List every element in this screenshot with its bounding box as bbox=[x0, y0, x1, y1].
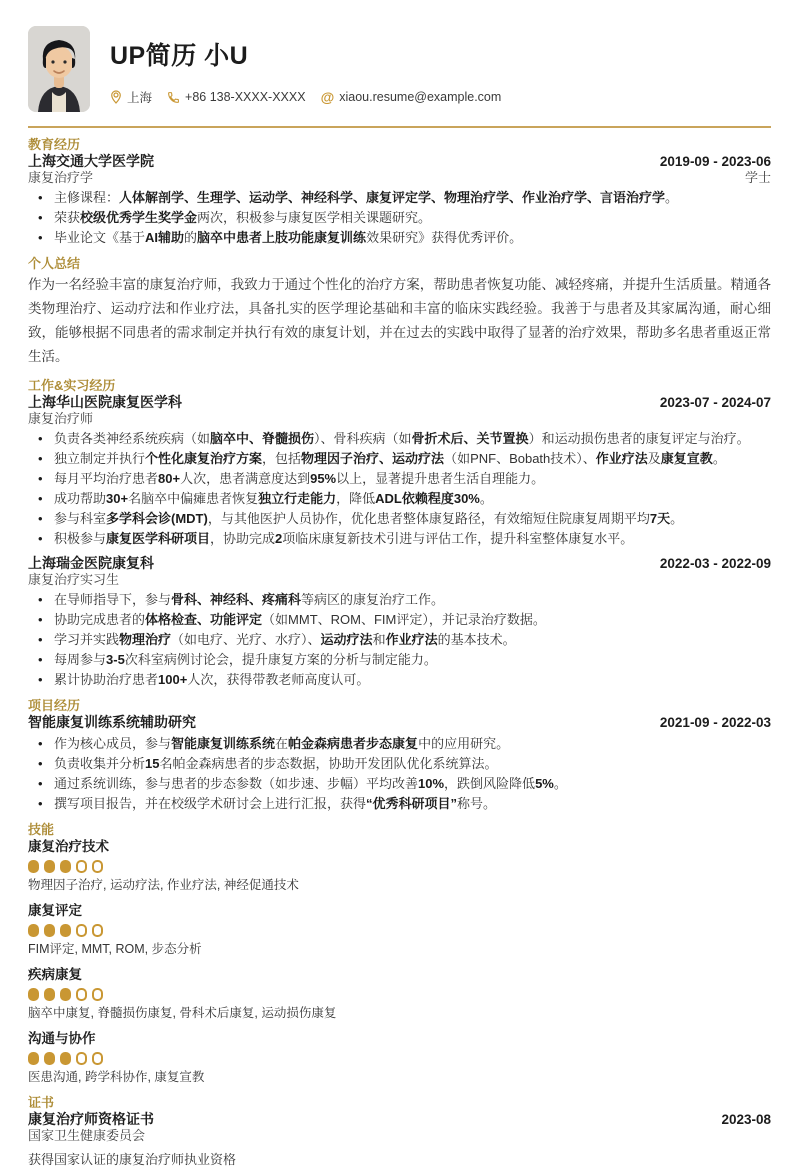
header-divider bbox=[28, 126, 771, 128]
text: 每周参与 bbox=[54, 652, 107, 667]
sections bbox=[28, 137, 771, 1167]
bold-text: 5% bbox=[535, 776, 554, 791]
text: 的 bbox=[184, 230, 198, 245]
skill-name: 康复治疗技术 bbox=[28, 839, 109, 854]
bullet-item bbox=[28, 228, 771, 247]
bold-text: 多学科会诊(MDT) bbox=[106, 511, 208, 526]
skill-level-indicator bbox=[28, 924, 771, 937]
entry-org: 上海华山医院康复医学科 bbox=[28, 394, 182, 410]
section-skills bbox=[28, 822, 771, 1085]
text: 在导师指导下，参与 bbox=[54, 592, 172, 607]
bullet-list bbox=[28, 590, 771, 689]
section-certificates bbox=[28, 1095, 771, 1167]
text: ）和运动损伤患者的康复评定与治疗。 bbox=[528, 431, 750, 446]
skill-description: 脑卒中康复, 脊髓损伤康复, 骨科术后康复, 运动损伤康复 bbox=[28, 1006, 337, 1020]
entry-org: 康复治疗师资格证书 bbox=[28, 1111, 154, 1127]
text: ，降低 bbox=[336, 491, 376, 506]
skill-block bbox=[28, 1031, 771, 1085]
skill-dot-filled bbox=[44, 924, 55, 937]
bold-text: 人体解剖学、生理学、运动学、神经科学、康复评定学、物理治疗学、作业治疗学、言语治疗学 bbox=[119, 190, 666, 205]
bold-text: 脑卒中、脊髓损伤 bbox=[210, 431, 315, 446]
text: 主修课程： bbox=[54, 190, 120, 205]
entry bbox=[28, 153, 771, 247]
skill-description: 物理因子治疗, 运动疗法, 作业疗法, 神经促通技术 bbox=[28, 878, 299, 892]
entry-date: 2023-08 bbox=[721, 1112, 771, 1127]
skill-name: 康复评定 bbox=[28, 903, 82, 918]
section-projects bbox=[28, 698, 771, 813]
bold-text: 校级优秀学生奖学金 bbox=[80, 210, 198, 225]
skill-dot-empty bbox=[76, 860, 87, 873]
text: （如PNF、Bobath技术）、 bbox=[444, 451, 596, 466]
bold-text: 3-5 bbox=[106, 652, 125, 667]
entry-degree: 学士 bbox=[744, 170, 771, 185]
text: 效果研究》获得优秀评价。 bbox=[366, 230, 523, 245]
entry-subheader bbox=[28, 1128, 771, 1143]
skill-dot-empty bbox=[76, 924, 87, 937]
text: 。 bbox=[670, 511, 684, 526]
profile-photo bbox=[28, 26, 90, 112]
skill-level-indicator bbox=[28, 1052, 771, 1065]
skill-dot-empty bbox=[92, 924, 103, 937]
section-summary bbox=[28, 256, 771, 369]
text: ，跌倒风险降低 bbox=[444, 776, 536, 791]
text: ，包括 bbox=[262, 451, 302, 466]
entry-date: 2022-03 - 2022-09 bbox=[659, 556, 771, 571]
entry-header bbox=[28, 1111, 771, 1128]
resume-header bbox=[28, 26, 771, 112]
skill-dot-filled bbox=[44, 1052, 55, 1065]
bullet-item bbox=[28, 509, 771, 528]
entry-header bbox=[28, 714, 771, 731]
skill-description: 医患沟通, 跨学科协作, 康复宣教 bbox=[28, 1070, 205, 1084]
skill-dot-filled bbox=[28, 988, 39, 1001]
bold-text: 作业疗法 bbox=[385, 632, 438, 647]
skill-block bbox=[28, 903, 771, 957]
location-group bbox=[110, 88, 152, 106]
profile-photo-illustration bbox=[28, 26, 90, 112]
text: 成功帮助 bbox=[54, 491, 107, 506]
bullet-item bbox=[28, 469, 771, 488]
entry bbox=[28, 394, 771, 548]
skill-name: 疾病康复 bbox=[28, 967, 82, 982]
text: 次科室病例讨论会，提升康复方案的分析与制定能力。 bbox=[124, 652, 437, 667]
skill-dot-empty bbox=[76, 1052, 87, 1065]
candidate-name: UP简历 小U bbox=[110, 42, 249, 70]
entry-description: 获得国家认证的康复治疗师执业资格 bbox=[28, 1152, 237, 1167]
bold-text: 物理因子治疗、运动疗法 bbox=[301, 451, 445, 466]
bold-text: 独立行走能力 bbox=[258, 491, 337, 506]
text: 负责各类神经系统疾病（如 bbox=[54, 431, 211, 446]
location-text: 上海 bbox=[127, 91, 153, 105]
skill-dot-empty bbox=[92, 988, 103, 1001]
text: 和 bbox=[372, 632, 386, 647]
entry bbox=[28, 555, 771, 689]
text: 及 bbox=[647, 451, 661, 466]
email-text: xiaou.resume@example.com bbox=[339, 90, 502, 104]
text: 以上，显著提升患者生活自理能力。 bbox=[336, 471, 545, 486]
phone-icon bbox=[167, 91, 180, 104]
text: 积极参与 bbox=[54, 531, 107, 546]
bold-text: “优秀科研项目” bbox=[366, 796, 458, 811]
bullet-item bbox=[28, 590, 771, 609]
bold-text: 帕金森病患者步态康复 bbox=[288, 736, 419, 751]
text: （如MMT、ROM、FIM评定），并记录治疗数据。 bbox=[262, 612, 546, 627]
bullet-list bbox=[28, 734, 771, 813]
skill-dot-filled bbox=[28, 1052, 39, 1065]
entry-subheader bbox=[28, 411, 771, 426]
bullet-item bbox=[28, 610, 771, 629]
text: 负责收集并分析 bbox=[54, 756, 146, 771]
text: （如电疗、光疗、水疗）、 bbox=[171, 632, 321, 647]
bullet-item bbox=[28, 754, 771, 773]
text: 独立制定并执行 bbox=[54, 451, 146, 466]
phone-group bbox=[167, 90, 306, 104]
entry-org: 上海交通大学医学院 bbox=[28, 153, 154, 169]
text: 在 bbox=[275, 736, 289, 751]
text: 的基本技术。 bbox=[437, 632, 516, 647]
text: ）、骨科疾病（如 bbox=[314, 431, 412, 446]
text: 人次，患者满意度达到 bbox=[180, 471, 311, 486]
text: 荣获 bbox=[54, 210, 81, 225]
text: 称号。 bbox=[457, 796, 497, 811]
bold-text: 体格检查、功能评定 bbox=[145, 612, 263, 627]
entry-header bbox=[28, 394, 771, 411]
text: 撰写项目报告，并在校级学术研讨会上进行汇报，获得 bbox=[54, 796, 367, 811]
entry-header bbox=[28, 153, 771, 170]
text: ，与其他医护人员协作，优化患者整体康复路径，有效缩短住院康复周期平均 bbox=[207, 511, 650, 526]
bold-text: 骨科、神经科、疼痛科 bbox=[171, 592, 302, 607]
text: ，协助完成 bbox=[210, 531, 276, 546]
entry-org: 智能康复训练系统辅助研究 bbox=[28, 714, 196, 730]
section-title: 工作&实习经历 bbox=[28, 378, 116, 393]
bullet-item bbox=[28, 774, 771, 793]
bold-text: 个性化康复治疗方案 bbox=[145, 451, 263, 466]
text: 参与科室 bbox=[54, 511, 107, 526]
skill-dot-filled bbox=[28, 860, 39, 873]
skill-dot-filled bbox=[28, 924, 39, 937]
section-title: 项目经历 bbox=[28, 698, 81, 713]
skill-level-indicator bbox=[28, 988, 771, 1001]
section-title: 证书 bbox=[28, 1095, 55, 1110]
location-pin-icon bbox=[110, 90, 122, 104]
bold-text: ADL依赖程度30% bbox=[375, 491, 480, 506]
skill-dot-empty bbox=[92, 1052, 103, 1065]
bold-text: 骨折术后、关节置换 bbox=[411, 431, 529, 446]
entry-date: 2019-09 - 2023-06 bbox=[659, 154, 771, 169]
text: 等病区的康复治疗工作。 bbox=[301, 592, 445, 607]
entry bbox=[28, 1111, 771, 1167]
section-work bbox=[28, 378, 771, 689]
text: 每月平均治疗患者 bbox=[54, 471, 159, 486]
section-title: 个人总结 bbox=[28, 256, 81, 271]
bold-text: 运动疗法 bbox=[320, 632, 373, 647]
bullet-item bbox=[28, 188, 771, 207]
text: 。 bbox=[665, 190, 679, 205]
bold-text: 30+ bbox=[106, 491, 129, 506]
bold-text: 10% bbox=[418, 776, 445, 791]
bold-text: 95% bbox=[310, 471, 337, 486]
text: 累计协助治疗患者 bbox=[54, 672, 159, 687]
bold-text: 7天 bbox=[649, 511, 671, 526]
entry-date: 2023-07 - 2024-07 bbox=[659, 395, 771, 410]
bold-text: 物理治疗 bbox=[119, 632, 172, 647]
bullet-item bbox=[28, 449, 771, 468]
header-text bbox=[110, 26, 509, 112]
text: 。 bbox=[479, 491, 493, 506]
bold-text: 100+ bbox=[158, 672, 188, 687]
email-at-icon: @ bbox=[320, 89, 335, 105]
bullet-item bbox=[28, 670, 771, 689]
text: 协助完成患者的 bbox=[54, 612, 146, 627]
email-group bbox=[321, 90, 502, 104]
entry-header bbox=[28, 555, 771, 572]
text: 名帕金森病患者的步态数据，协助开发团队优化系统算法。 bbox=[159, 756, 498, 771]
entry-role: 国家卫生健康委员会 bbox=[28, 1128, 146, 1143]
skill-dot-empty bbox=[92, 860, 103, 873]
entry-role: 康复治疗学 bbox=[28, 170, 94, 185]
skill-description: FIM评定, MMT, ROM, 步态分析 bbox=[28, 942, 202, 956]
bold-text: 康复医学科研项目 bbox=[106, 531, 211, 546]
text: 两次，积极参与康复医学相关课题研究。 bbox=[197, 210, 432, 225]
text: 中的应用研究。 bbox=[418, 736, 510, 751]
bold-text: 康复宣教 bbox=[660, 451, 713, 466]
bullet-list bbox=[28, 188, 771, 247]
text: 通过系统训练，参与患者的步态参数（如步速、步幅）平均改善 bbox=[54, 776, 419, 791]
skill-dot-filled bbox=[60, 1052, 71, 1065]
section-title: 教育经历 bbox=[28, 137, 81, 152]
bullet-item bbox=[28, 794, 771, 813]
bold-text: 脑卒中患者上肢功能康复训练 bbox=[197, 230, 367, 245]
skill-block bbox=[28, 839, 771, 893]
phone-text: +86 138-XXXX-XXXX bbox=[185, 90, 306, 104]
bullet-item bbox=[28, 650, 771, 669]
bold-text: AI辅助 bbox=[145, 230, 185, 245]
bullet-item bbox=[28, 630, 771, 649]
skill-name: 沟通与协作 bbox=[28, 1031, 96, 1046]
skill-dot-filled bbox=[44, 988, 55, 1001]
contact-row bbox=[110, 88, 509, 106]
skill-dot-filled bbox=[60, 924, 71, 937]
bullet-list bbox=[28, 429, 771, 548]
skill-dot-filled bbox=[60, 988, 71, 1001]
bullet-item bbox=[28, 489, 771, 508]
bold-text: 15 bbox=[145, 756, 160, 771]
summary-text: 作为一名经验丰富的康复治疗师，我致力于通过个性化的治疗方案，帮助患者恢复功能、减轻疼痛，并提升生活质量。精通各类物理治疗、运动疗法和作业疗法，具备扎实的医学理论基础和丰富的临床实践经验。我善于与患者及其家属沟通，耐心细致，能够根据不同患者的需求制定并执行有效的康复计划，并在过去的实践中取得了显著的治疗效果，帮助多名患者重返正常生活。 bbox=[28, 277, 771, 364]
section-education bbox=[28, 137, 771, 247]
bold-text: 智能康复训练系统 bbox=[171, 736, 276, 751]
text: 。 bbox=[553, 776, 567, 791]
skill-block bbox=[28, 967, 771, 1021]
text: 学习并实践 bbox=[54, 632, 120, 647]
text: 项临床康复新技术引进与评估工作，提升科室整体康复水平。 bbox=[282, 531, 634, 546]
bullet-item bbox=[28, 208, 771, 227]
entry bbox=[28, 714, 771, 813]
text: 作为核心成员，参与 bbox=[54, 736, 172, 751]
entry-org: 上海瑞金医院康复科 bbox=[28, 555, 154, 571]
bold-text: 2 bbox=[275, 531, 283, 546]
entry-subheader bbox=[28, 572, 771, 587]
skill-dot-filled bbox=[44, 860, 55, 873]
entry-subheader bbox=[28, 170, 771, 185]
text: 毕业论文《基于 bbox=[54, 230, 146, 245]
bullet-item bbox=[28, 734, 771, 753]
skill-dot-empty bbox=[76, 988, 87, 1001]
bold-text: 作业疗法 bbox=[595, 451, 648, 466]
text: 人次，获得带教老师高度认可。 bbox=[187, 672, 370, 687]
entry-role: 康复治疗实习生 bbox=[28, 572, 120, 587]
skill-dot-filled bbox=[60, 860, 71, 873]
entry-date: 2021-09 - 2022-03 bbox=[659, 715, 771, 730]
skill-level-indicator bbox=[28, 860, 771, 873]
bullet-item bbox=[28, 429, 771, 448]
bullet-item bbox=[28, 529, 771, 548]
text: 名脑卒中偏瘫患者恢复 bbox=[128, 491, 259, 506]
entry-role: 康复治疗师 bbox=[28, 411, 94, 426]
bold-text: 80+ bbox=[158, 471, 181, 486]
section-title: 技能 bbox=[28, 822, 55, 837]
text: 。 bbox=[712, 451, 726, 466]
